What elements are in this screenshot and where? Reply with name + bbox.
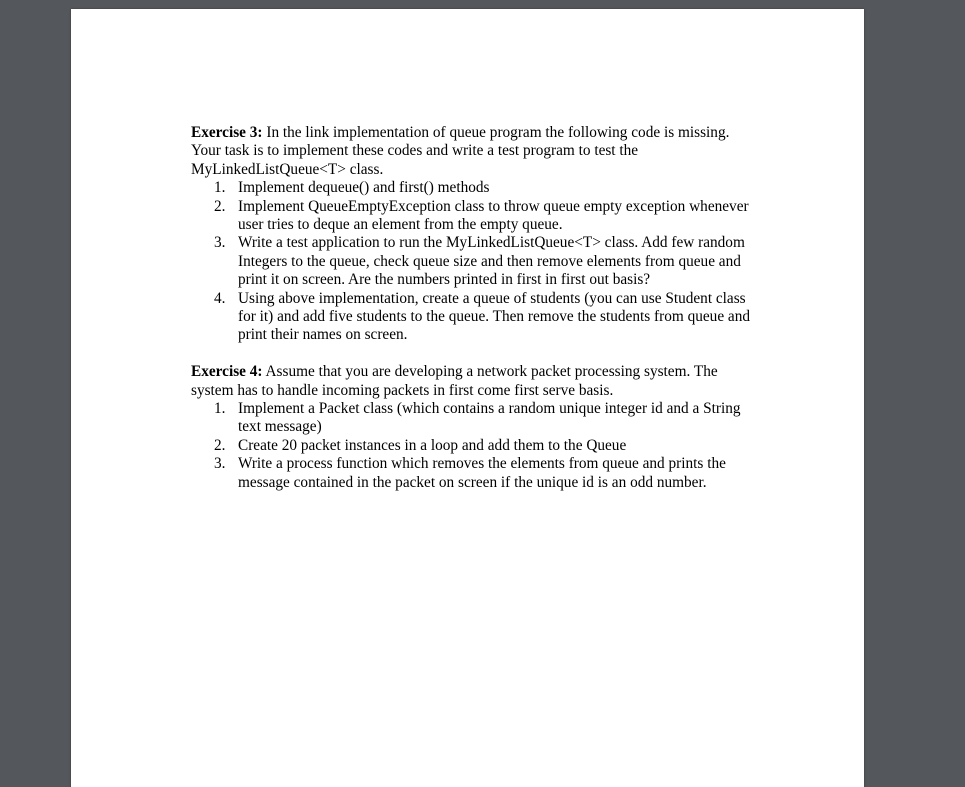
list-item-text: Write a test application to run the MyLinkedListQueue<T> class. Add few random Integers to the queue, check queue size and then remove elements from queue and print it on screen. Are the numbers printed in first in first out basis? [238,234,745,289]
list-item-text: Create 20 packet instances in a loop and add them to the Queue [238,436,627,454]
exercise-3-intro [191,124,751,179]
list-number: 3. [214,234,226,252]
list-item-text: Using above implementation, create a queue of students (you can use Student class for it) and add five students to the queue. Then remove the students from queue and print their names on screen. [238,289,751,344]
list-item [191,455,751,492]
document-page [71,9,864,787]
list-item-text: Implement QueueEmptyException class to throw queue empty exception whenever user tries to deque an element from the empty queue. [238,197,749,234]
list-number: 3. [214,455,226,473]
list-number: 2. [214,197,226,215]
exercise-3-intro-text: In the link implementation of queue program the following code is missing. Your task is to implement these codes and write a test program to test the MyLinkedListQueue<T> class. [191,124,730,178]
exercise-3 [191,124,751,345]
list-number: 4. [214,289,226,307]
list-item [191,179,751,197]
exercise-4 [191,363,751,492]
exercise-4-list [191,400,751,492]
page-content [191,124,751,511]
exercise-3-title: Exercise 3: [191,124,263,141]
list-item [191,198,751,235]
list-number: 2. [214,436,226,454]
list-item [191,400,751,437]
exercise-4-title: Exercise 4: [191,363,263,381]
list-item-text: Implement dequeue() and first() methods [238,179,490,197]
list-item-text: Write a process function which removes the elements from queue and prints the message contained in the packet on screen if the unique id is an odd number. [238,455,726,491]
exercise-3-list [191,179,751,345]
list-item [191,234,751,289]
list-item-text: Implement a Packet class (which contains a random unique integer id and a String text message) [238,400,741,436]
exercise-4-intro-text: Assume that you are developing a network packet processing system. The system has to handle incoming packets in first come first serve basis. [191,363,718,399]
list-number: 1. [214,179,226,197]
list-item [191,290,751,345]
list-number: 1. [214,400,226,418]
exercise-4-intro [191,363,751,400]
list-item [191,437,751,455]
